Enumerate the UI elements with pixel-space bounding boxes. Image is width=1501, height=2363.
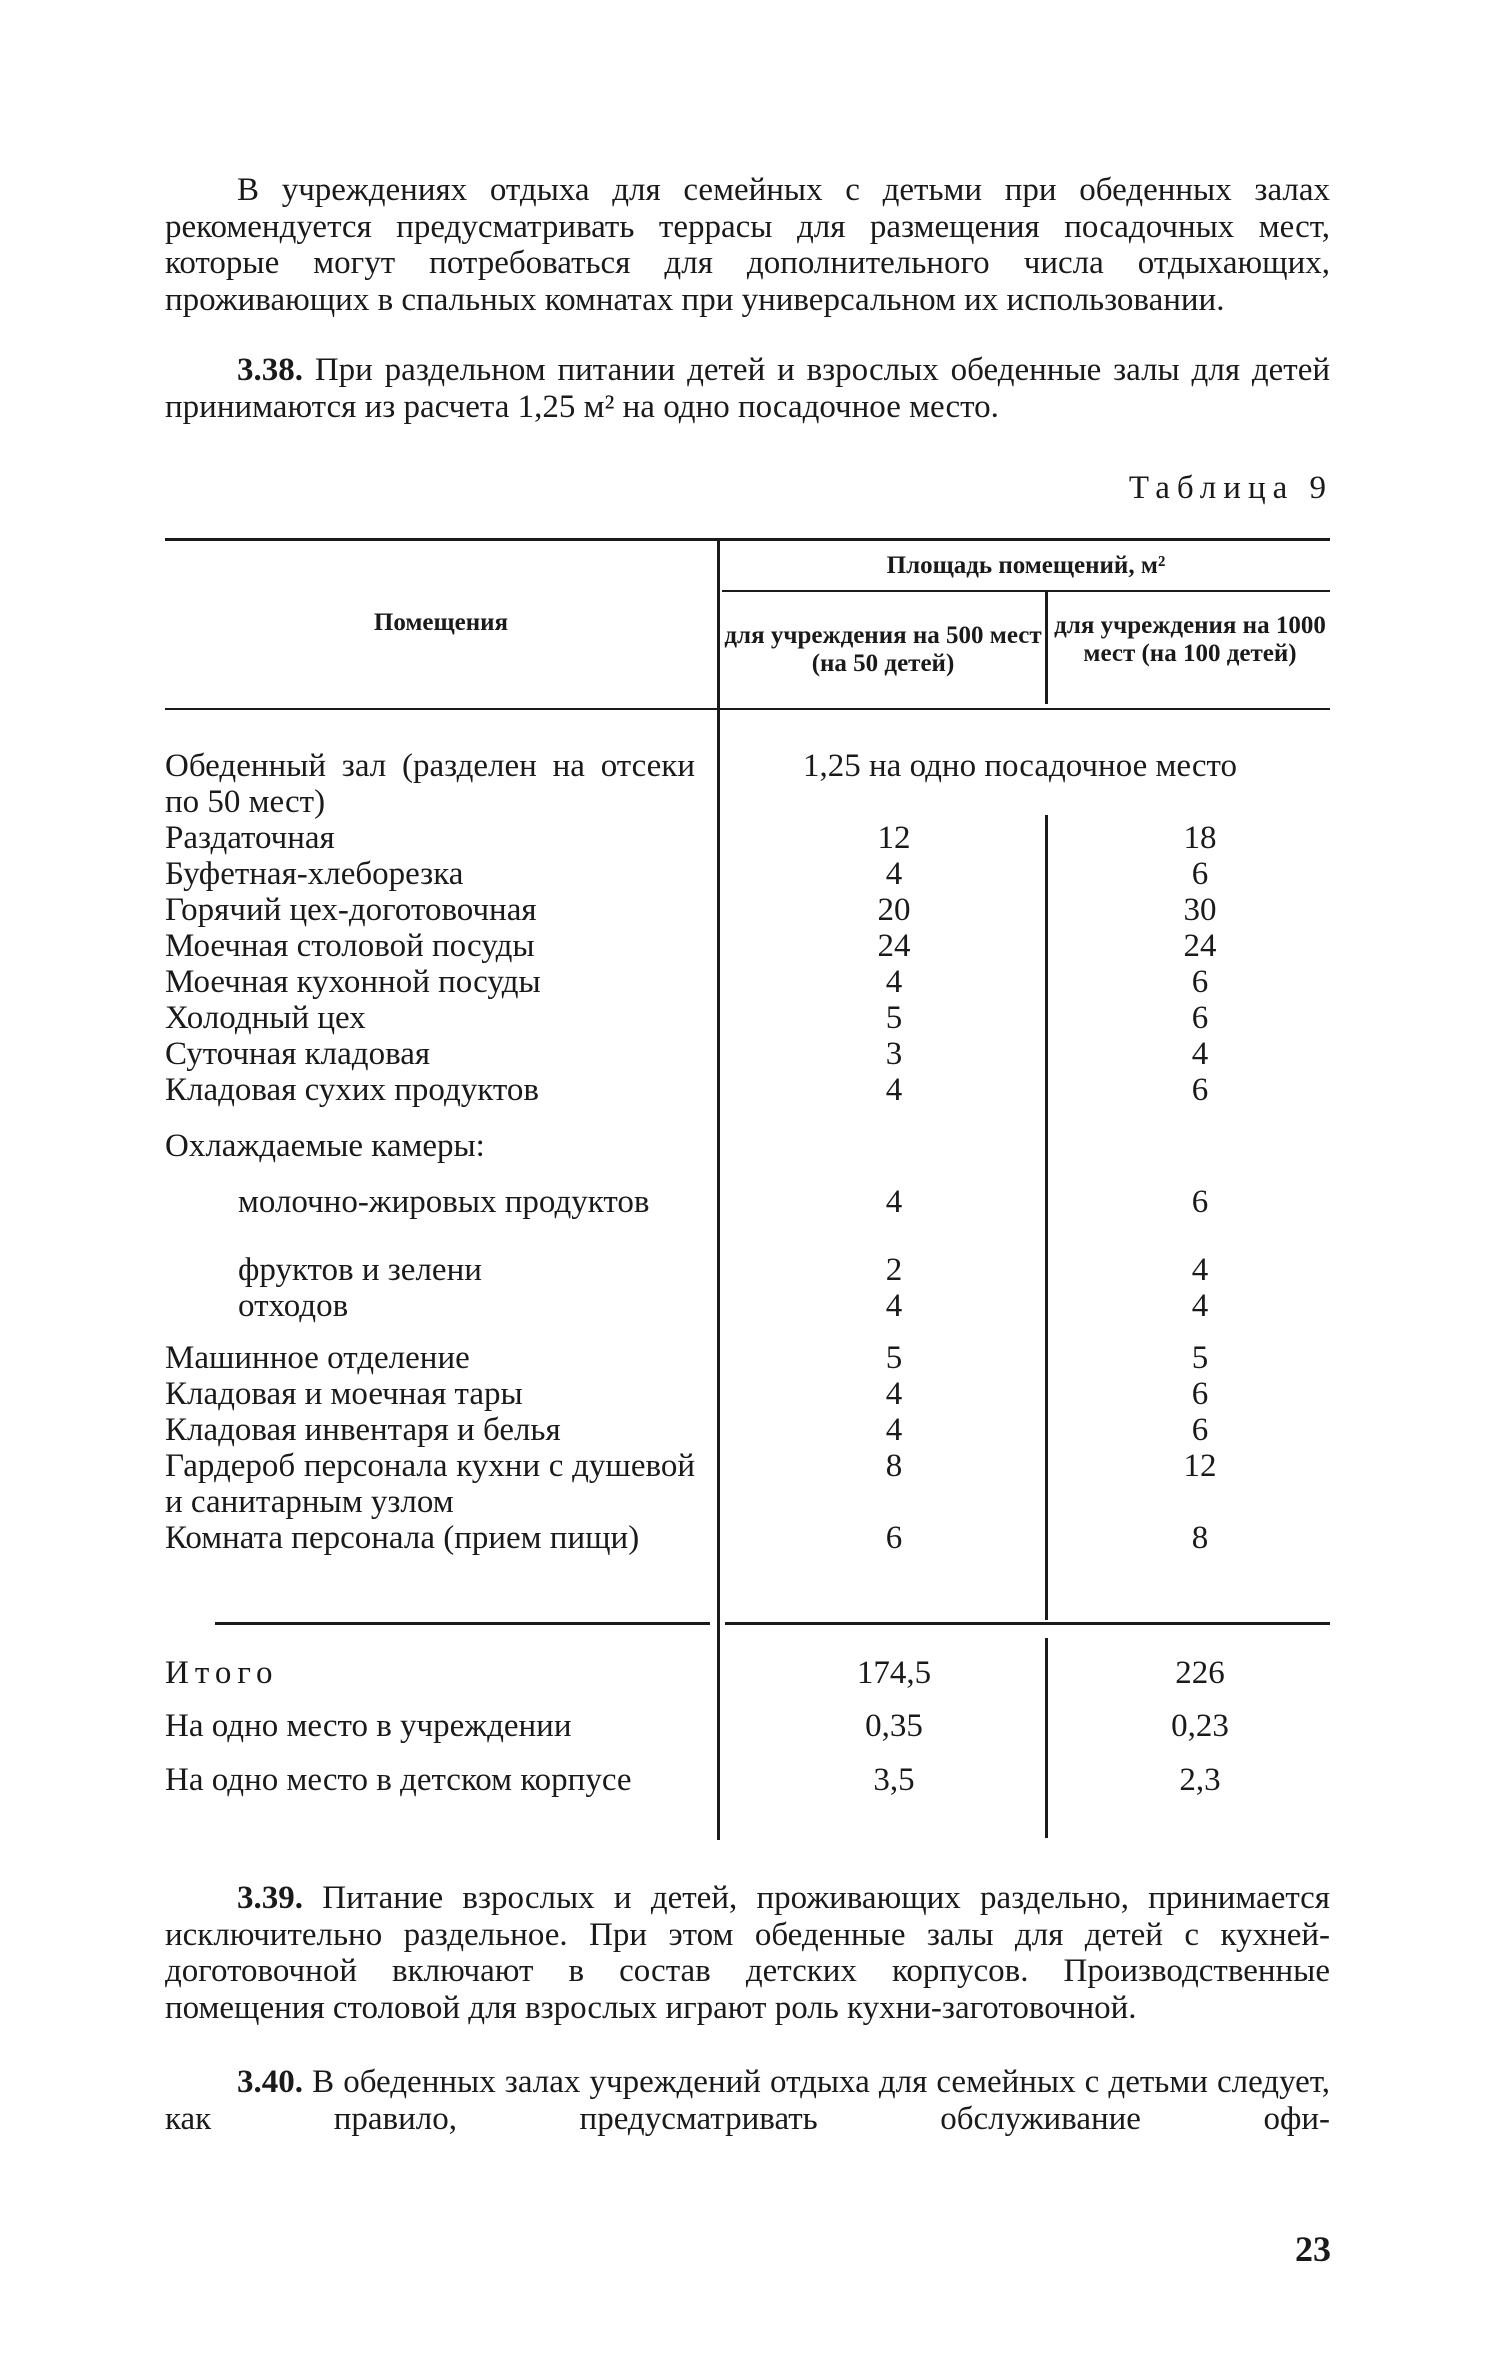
row-value-1000: 4 xyxy=(1191,1288,1209,1324)
row-value-1000: 2,3 xyxy=(1179,1762,1221,1798)
row-value-500: 4 xyxy=(885,1072,903,1108)
row-name: Кладовая сухих продуктов xyxy=(165,1072,539,1108)
row-name: Суточная кладовая xyxy=(165,1036,431,1072)
row-value-1000: 6 xyxy=(1191,856,1209,892)
row-name: Горячий цех-доготовочная xyxy=(165,892,537,928)
row-name: Итого xyxy=(165,1655,279,1691)
header-area: Площадь помещений, м² xyxy=(886,552,1166,579)
row-value-dining-hall: 1,25 на одно посадочное место xyxy=(803,748,1237,784)
row-value-1000: 8 xyxy=(1191,1520,1209,1556)
row-value-500: 12 xyxy=(877,820,911,856)
row-name: фруктов и зелени xyxy=(238,1252,482,1288)
header-col2: для учреждения на 1000 мест (на 100 детей) xyxy=(1054,612,1326,667)
paragraph-number: 3.38. xyxy=(237,352,303,388)
paragraph-number: 3.39. xyxy=(237,1880,303,1916)
row-value-1000: 24 xyxy=(1183,928,1217,964)
intro-text: В учреждениях отдыха для семейных с детьми при обеденных залах рекомендуется предусматривать террасы для размещения посадочных мест, которые могут потребоваться для дополнительного числа отдыхающих, проживающих в спальных комнатах при универсальном их использовании. xyxy=(165,172,1330,318)
row-value-500: 3 xyxy=(885,1036,903,1072)
row-name: Кладовая инвентаря и белья xyxy=(165,1412,561,1448)
row-value-500: 5 xyxy=(885,1340,903,1376)
header-col1: для учреждения на 500 мест (на 50 детей) xyxy=(724,622,1042,677)
page-number: 23 xyxy=(1295,2229,1331,2269)
paragraph-text: Питание взрослых и детей, проживающих раздельно, принимается исключительно раздельное. При этом обеденные залы для детей с кухней-доготовочной включают в состав детских корпусов. Производственные помещения столовой для взрослых играют роль кухни-заготовочной. xyxy=(165,1880,1330,2026)
row-value-1000: 4 xyxy=(1191,1036,1209,1072)
row-value-1000: 30 xyxy=(1183,892,1217,928)
row-name: Гардероб персонала кухни с душевой и санитарным узлом xyxy=(165,1448,695,1520)
totals-rule-right xyxy=(725,1622,1330,1625)
row-name: молочно-жировых продуктов xyxy=(238,1184,650,1220)
row-name: отходов xyxy=(238,1288,349,1324)
header-rooms: Помещения xyxy=(373,609,509,636)
paragraph-number: 3.40. xyxy=(237,2064,303,2100)
paragraph-3-39 xyxy=(165,1880,1330,2026)
row-name: На одно место в учреждении xyxy=(165,1708,572,1744)
row-value-500: 2 xyxy=(885,1252,903,1288)
intro-paragraph xyxy=(165,172,1330,318)
row-value-1000: 0,23 xyxy=(1171,1708,1229,1744)
row-value-500: 4 xyxy=(885,1412,903,1448)
row-name: Машинное отделение xyxy=(165,1340,470,1376)
column-divider-body xyxy=(1045,815,1048,1620)
row-value-500: 4 xyxy=(885,856,903,892)
cooled-chambers-label: Охлаждаемые камеры: xyxy=(165,1128,485,1164)
row-name: Холодный цех xyxy=(165,1000,366,1036)
row-value-500: 24 xyxy=(877,928,911,964)
row-name-dining-hall: Обеденный зал (разделен на отсеки по 50 мест) xyxy=(165,748,695,820)
paragraph-3-40 xyxy=(165,2064,1330,2137)
row-value-1000: 226 xyxy=(1175,1655,1225,1691)
column-divider-header xyxy=(1045,592,1048,704)
row-value-1000: 6 xyxy=(1191,1072,1209,1108)
row-name: Моечная кухонной посуды xyxy=(165,964,541,1000)
table-caption: Таблица 9 xyxy=(1128,470,1333,506)
column-divider-totals xyxy=(1045,1638,1048,1838)
paragraph-3-38 xyxy=(165,352,1330,425)
row-value-500: 4 xyxy=(885,1288,903,1324)
row-value-500: 0,35 xyxy=(865,1708,923,1744)
row-value-1000: 6 xyxy=(1191,1000,1209,1036)
row-value-500: 4 xyxy=(885,1184,903,1220)
row-value-500: 174,5 xyxy=(856,1655,932,1691)
row-value-1000: 4 xyxy=(1191,1252,1209,1288)
row-value-500: 4 xyxy=(885,964,903,1000)
row-name: Моечная столовой посуды xyxy=(165,928,535,964)
paragraph-text: В обеденных залах учреждений отдыха для семейных с детьми следует, как правило, предусматривать обслуживание офи- xyxy=(165,2064,1330,2137)
row-value-500: 8 xyxy=(885,1448,903,1484)
row-value-500: 20 xyxy=(877,892,911,928)
row-name: Комната персонала (прием пищи) xyxy=(165,1520,640,1556)
header-bottom-rule xyxy=(165,708,1330,710)
paragraph-text: При раздельном питании детей и взрослых обеденные залы для детей принимаются из расчета 1,25 м² на одно посадочное место. xyxy=(165,352,1330,425)
row-value-1000: 6 xyxy=(1191,1184,1209,1220)
row-name: На одно место в детском корпусе xyxy=(165,1762,632,1798)
row-value-500: 3,5 xyxy=(873,1762,915,1798)
header-sub-rule xyxy=(722,590,1330,592)
column-divider-main xyxy=(717,540,720,1840)
row-name: Буфетная-хлеборезка xyxy=(165,856,464,892)
row-value-1000: 6 xyxy=(1191,964,1209,1000)
table-top-rule xyxy=(165,538,1330,541)
row-value-500: 4 xyxy=(885,1376,903,1412)
totals-rule-left xyxy=(215,1622,710,1625)
row-value-1000: 6 xyxy=(1191,1412,1209,1448)
row-name: Кладовая и моечная тары xyxy=(165,1376,523,1412)
row-value-500: 6 xyxy=(885,1520,903,1556)
row-value-1000: 12 xyxy=(1183,1448,1217,1484)
row-value-1000: 5 xyxy=(1191,1340,1209,1376)
row-value-1000: 6 xyxy=(1191,1376,1209,1412)
row-value-500: 5 xyxy=(885,1000,903,1036)
row-value-1000: 18 xyxy=(1183,820,1217,856)
row-name: Раздаточная xyxy=(165,820,335,856)
